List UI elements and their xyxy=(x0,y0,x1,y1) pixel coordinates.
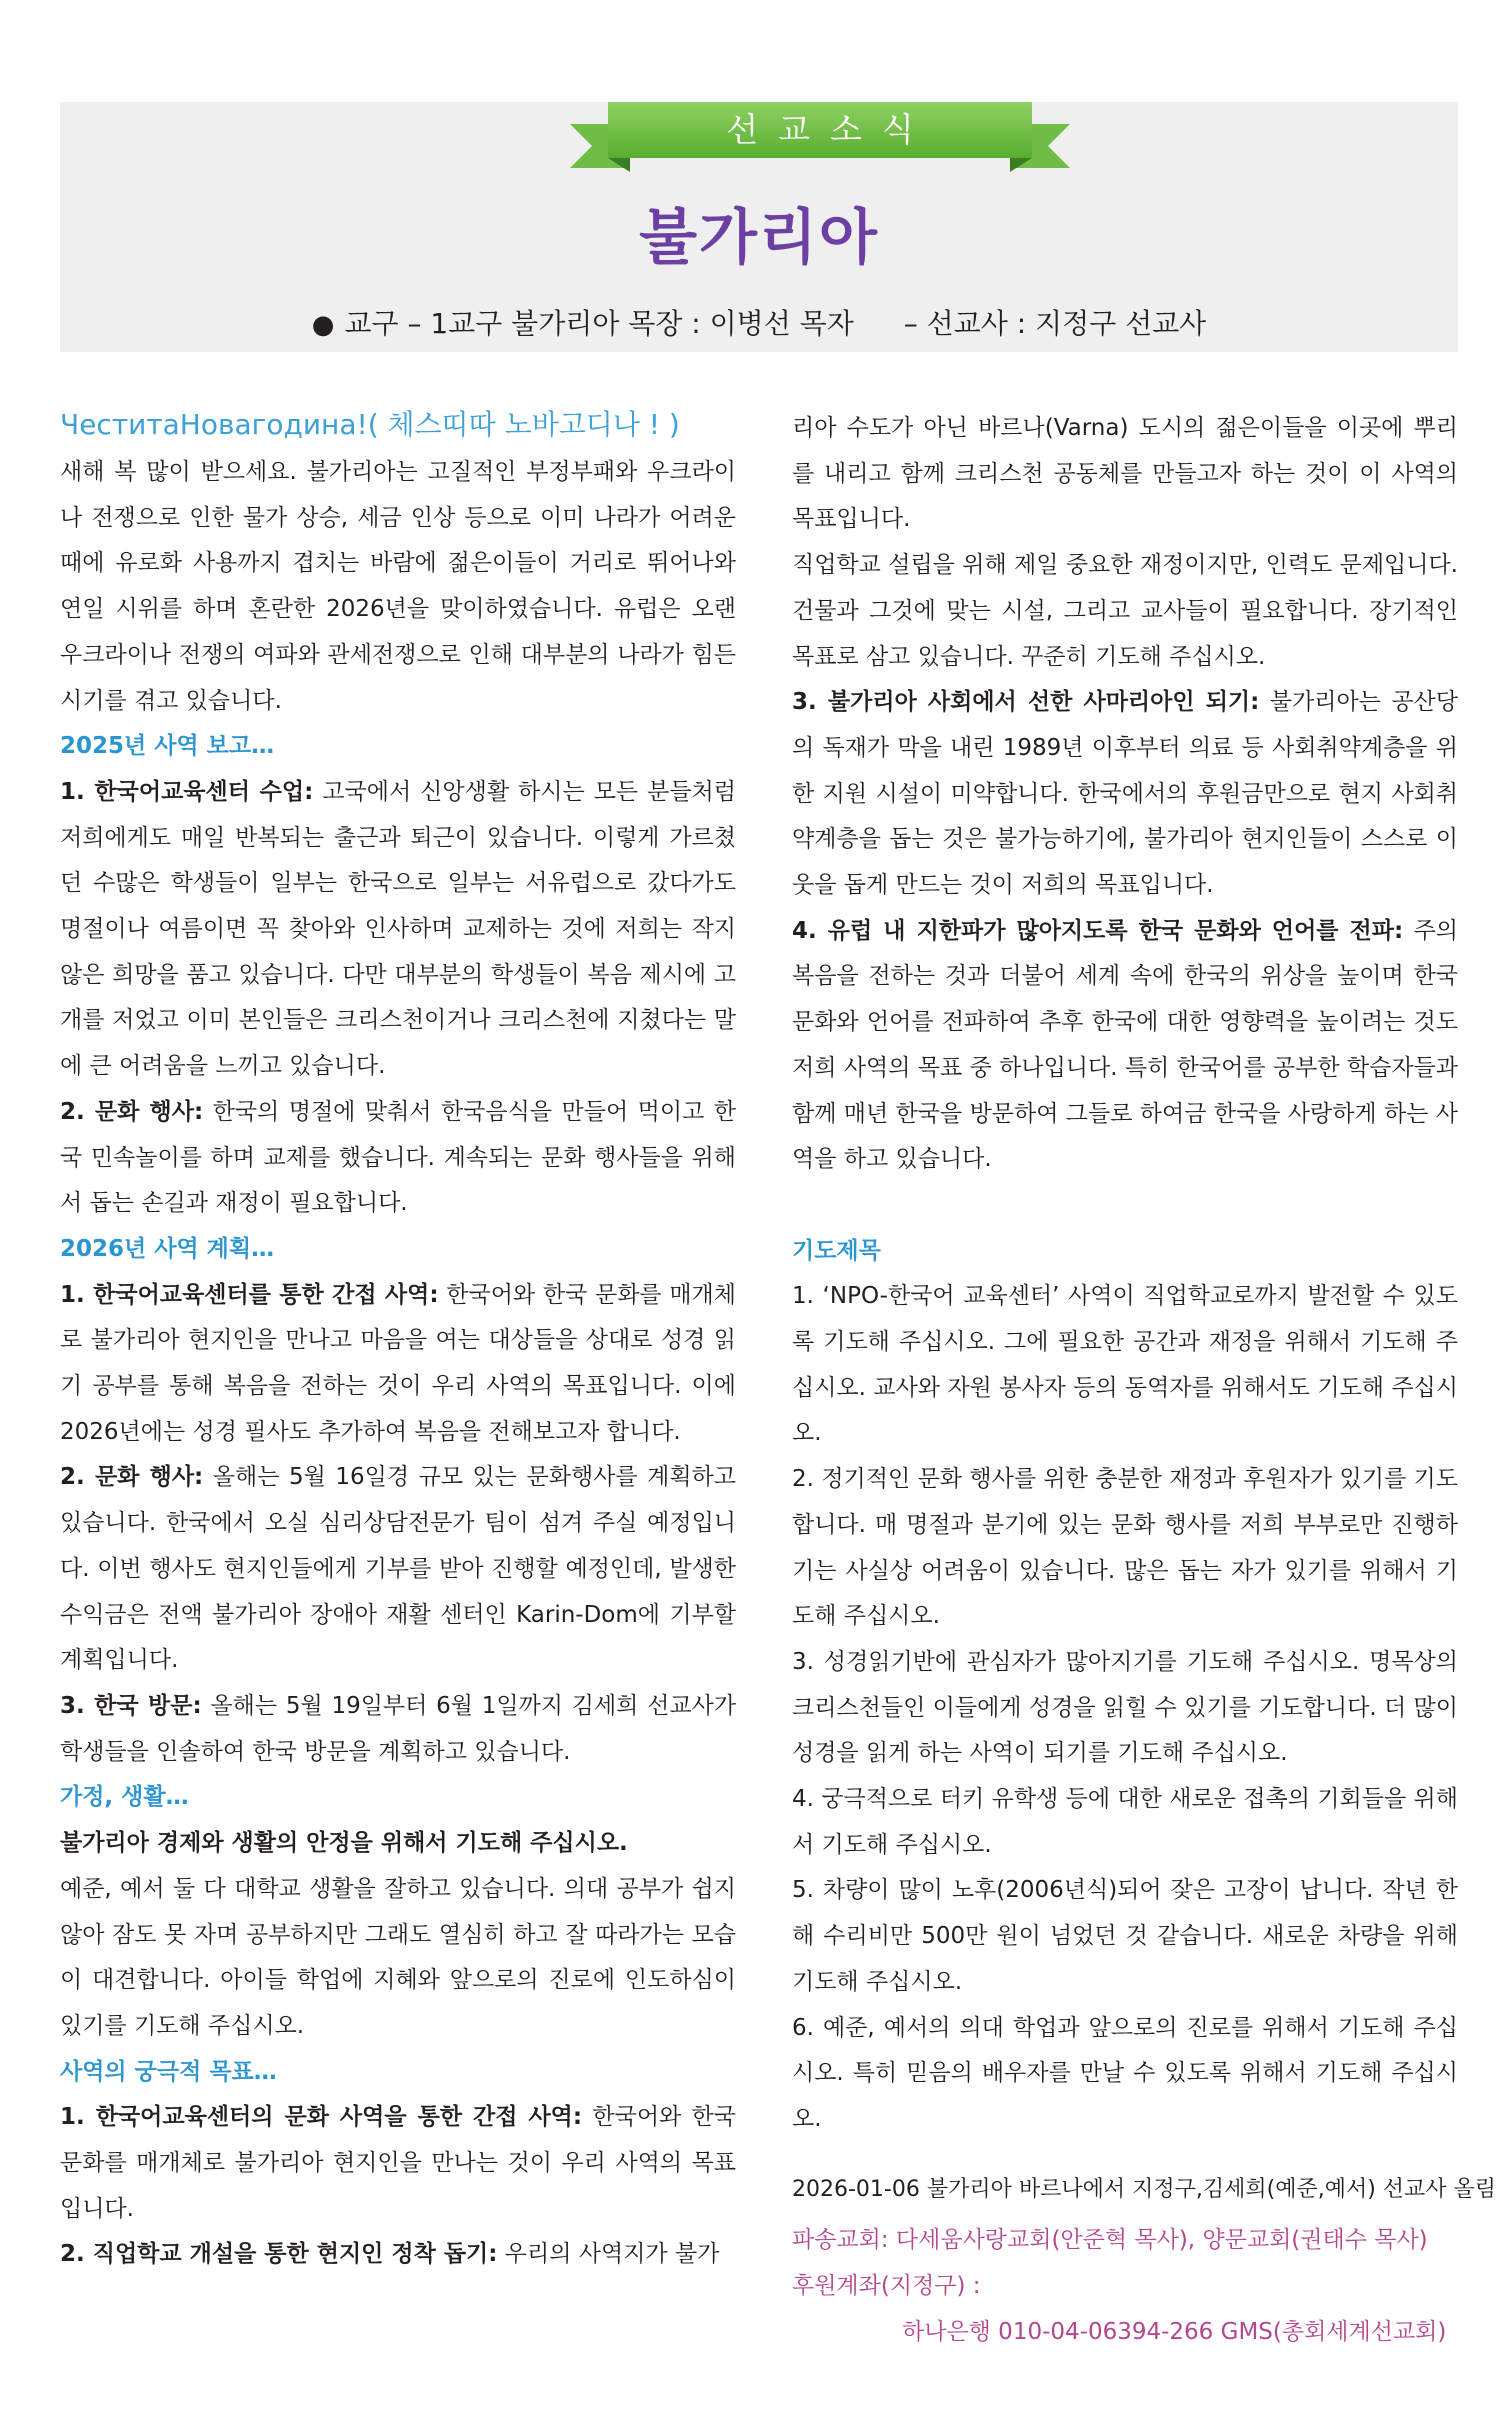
plan-item-3-title: 3. 한국 방문: xyxy=(60,1692,202,1719)
goal-item-1-title: 1. 한국어교육센터의 문화 사역을 통한 간접 사역: xyxy=(60,2104,583,2131)
bullet-dot-icon: ● xyxy=(311,310,335,340)
goal-item-1-text: 한국어와 한국 문화를 매개체로 불가리아 현지인을 만나는 것이 우리 사역의 목표입니다. xyxy=(60,2104,736,2222)
report-item-1-text: 고국에서 신앙생활 하시는 모든 분들처럼 저희에게도 매일 반복되는 출근과 퇴근이 있습니다. 이렇게 가르쳤던 수많은 학생들이 일부는 한국으로 일부는 서유럽으로 갔다가도 명절이나 여름이면 꼭 찾아와 인사하며 교제하는 것에 저희는 작지 않은 희망을 품고 있습니다. 다만 대부분의 학생들이 복음 제시에 고개를 저었고 이미 본인들은 크리스천이거나 크리스천에 지쳤다는 말에 큰 어려움을 느끼고 있습니다. xyxy=(60,778,736,1080)
goal-item-3-title: 3. 불가리아 사회에서 선한 사마리아인 되기: xyxy=(792,689,1260,716)
parish-info xyxy=(60,302,1458,342)
missionary-name: – 선교사 : 지정구 선교사 xyxy=(903,307,1207,340)
report-item-2 xyxy=(60,1090,736,1227)
family-request: 불가리아 경제와 생활의 안정을 위해서 기도해 주십시오. xyxy=(60,1830,628,1857)
plan-item-3 xyxy=(60,1684,736,1775)
plan-item-1-text: 한국어와 한국 문화를 매개체로 불가리아 현지인을 만나고 마음을 여는 대상들을 상대로 성경 읽기 공부를 통해 복음을 전하는 것이 우리 사역의 목표입니다. 이에 2026년에는 성경 필사도 추가하여 복음을 전해보고자 합니다. xyxy=(60,1281,736,1445)
bank-account: 하나은행 010-04-06394-266 GMS(총회세계선교회) xyxy=(902,2318,1447,2345)
goal-item-2-note: 직업학교 설립을 위해 제일 중요한 재정이지만, 인력도 문제입니다. 건물과 그것에 맞는 시설, 그리고 교사들이 필요합니다. 장기적인 목표로 삼고 있습니다. 꾸준히 기도해 주십시오. xyxy=(792,552,1458,670)
goal-item-3-text: 불가리아는 공산당의 독재가 막을 내린 1989년 이후부터 의료 등 사회취약계층을 위한 지원 시설이 미약합니다. 한국에서의 후원금만으로 현지 사회취약계층을 돕는 것은 불가능하기에, 불가리아 현지인들이 스스로 이웃을 돕게 만드는 것이 저희의 목표입니다. xyxy=(792,689,1458,899)
plan-item-2-text: 올해는 5월 16일경 규모 있는 문화행사를 계획하고 있습니다. 한국에서 오실 심리상담전문가 팀이 섬겨 주실 예정입니다. 이번 행사도 현지인들에게 기부를 받아 진행할 예정인데, 발생한 수익금은 전액 불가리아 장애아 재활 센터인 Karin-Dom에 기부할 계획입니다. xyxy=(60,1464,736,1674)
section-ribbon xyxy=(570,102,1070,182)
plan-item-1 xyxy=(60,1273,736,1456)
section-title-plan: 2026년 사역 계획… xyxy=(60,1235,275,1262)
header-banner xyxy=(60,102,1458,352)
prayer-item-3: 3. 성경읽기반에 관심자가 많아지기를 기도해 주십시오. 명목상의 크리스천들인 이들에게 성경을 읽힐 수 있기를 기도합니다. 더 많이 성경을 읽게 하는 사역이 되기를 기도해 주십시오. xyxy=(792,1648,1458,1767)
section-title-report: 2025년 사역 보고… xyxy=(60,733,275,760)
goal-item-1 xyxy=(60,2095,736,2232)
goal-item-2-title: 2. 직업학교 개설을 통한 현지인 정착 돕기: xyxy=(60,2241,498,2268)
account-label: 후원계좌(지정구) : xyxy=(792,2273,981,2300)
plan-item-2-title: 2. 문화 행사: xyxy=(60,1464,204,1491)
prayer-item-1: 1. ‘NPO-한국어 교육센터’ 사역이 직업학교로까지 발전할 수 있도록 기도해 주십시오. 그에 필요한 공간과 재정을 위해서 기도해 주십시오. 교사와 자원 봉사자 등의 동역자를 위해서도 기도해 주십시오. xyxy=(792,1283,1458,1447)
family-paragraph: 예준, 예서 둘 다 대학교 생활을 잘하고 있습니다. 의대 공부가 쉽지 않아 잠도 못 자며 공부하지만 그래도 열심히 하고 잘 따라가는 모습이 대견합니다. 아이들 학업에 지혜와 앞으로의 진로에 인도하심이 있기를 기도해 주십시오. xyxy=(60,1875,736,2039)
prayer-item-4: 4. 궁극적으로 터키 유학생 등에 대한 새로운 접촉의 기회들을 위해서 기도해 주십시오. xyxy=(792,1786,1458,1858)
goal-item-2-text: 우리의 사역지가 불가 xyxy=(497,2241,720,2268)
goal-item-4-text: 주의 복음을 전하는 것과 더불어 세계 속에 한국의 위상을 높이며 한국 문화와 언어를 전파하여 추후 한국에 대한 영향력을 높이려는 것도 저희 사역의 목표 중 하나입니다. 특히 한국어를 공부한 학습자들과 함께 매년 한국을 방문하여 그들로 하여금 한국을 사랑하게 하는 사역을 하고 있습니다. xyxy=(792,917,1459,1173)
section-title-prayer: 기도제목 xyxy=(792,1237,881,1264)
goal-item-4 xyxy=(792,909,1458,1183)
plan-item-1-title: 1. 한국어교육센터를 통한 간접 사역: xyxy=(60,1281,439,1308)
report-item-1-title: 1. 한국어교육센터 수업: xyxy=(60,778,314,805)
goal-item-2-continued: 리아 수도가 아닌 바르나(Varna) 도시의 젊은이들을 이곳에 뿌리를 내리고 함께 크리스천 공동체를 만들고자 하는 것이 이 사역의 목표입니다. xyxy=(792,415,1458,533)
plan-item-3-text: 올해는 5월 19일부터 6월 1일까지 김세희 선교사가 학생들을 인솔하여 한국 방문을 계획하고 있습니다. xyxy=(60,1692,736,1765)
goal-item-4-title: 4. 유럽 내 지한파가 많아지도록 한국 문화와 언어를 전파: xyxy=(792,917,1404,944)
section-title-goal: 사역의 궁극적 목표… xyxy=(60,2058,277,2085)
plan-item-2 xyxy=(60,1455,736,1684)
ribbon-label: 선교소식 xyxy=(608,102,1032,158)
prayer-item-6: 6. 예준, 예서의 의대 학업과 앞으로의 진로를 위해서 기도해 주십시오. 특히 믿음의 배우자를 만날 수 있도록 위해서 기도해 주십시오. xyxy=(792,2014,1458,2132)
signature-line: 2026-01-06 불가리아 바르나에서 지정구,김세희(예준,예서) 선교사 올림 xyxy=(792,2176,1497,2202)
right-column xyxy=(792,406,1497,2356)
intro-paragraph: 새해 복 많이 받으세요. 불가리아는 고질적인 부정부패와 우크라이나 전쟁으로 인한 물가 상승, 세금 인상 등으로 이미 나라가 어려운 때에 유로화 사용까지 겹치는 바람에 젊은이들이 거리로 뛰어나와 연일 시위를 하며 혼란한 2026년을 맞이하였습니다. 유럽은 오랜 우크라이나 전쟁의 여파와 관세전쟁으로 인해 대부분의 나라가 힘든 시기를 겪고 있습니다. xyxy=(60,459,737,714)
sending-churches: 파송교회: 다세움사랑교회(안준혁 목사), 양문교회(권태수 목사) xyxy=(792,2227,1428,2254)
section-title-family: 가정, 생활… xyxy=(60,1784,189,1811)
parish-leader: 교구 – 1교구 불가리아 목장 : 이병선 목자 xyxy=(344,307,854,340)
goal-item-2 xyxy=(60,2232,736,2278)
report-item-2-text: 한국의 명절에 맞춰서 한국음식을 만들어 먹이고 한국 민속놀이를 하며 교제를 했습니다. 계속되는 문화 행사들을 위해서 돕는 손길과 재정이 필요합니다. xyxy=(60,1098,736,1217)
report-item-2-title: 2. 문화 행사: xyxy=(60,1098,204,1125)
goal-item-3 xyxy=(792,680,1458,909)
prayer-item-2: 2. 정기적인 문화 행사를 위한 충분한 재정과 후원자가 있기를 기도합니다. 매 명절과 분기에 있는 문화 행사를 저희 부부로만 진행하기는 사실상 어려움이 있습니다. 많은 돕는 자가 있기를 위해서 기도해 주십시오. xyxy=(792,1466,1458,1630)
left-column xyxy=(60,400,736,2278)
report-item-1 xyxy=(60,770,736,1090)
greeting: ЧеститаНовагодина!( 체스띠따 노바고디나 ! ) xyxy=(60,408,680,441)
page-title: 불가리아 xyxy=(639,203,879,273)
prayer-item-5: 5. 차량이 많이 노후(2006년식)되어 잦은 고장이 납니다. 작년 한 해 수리비만 500만 원이 넘었던 것 같습니다. 새로운 차량을 위해 기도해 주십시오. xyxy=(792,1877,1458,1995)
